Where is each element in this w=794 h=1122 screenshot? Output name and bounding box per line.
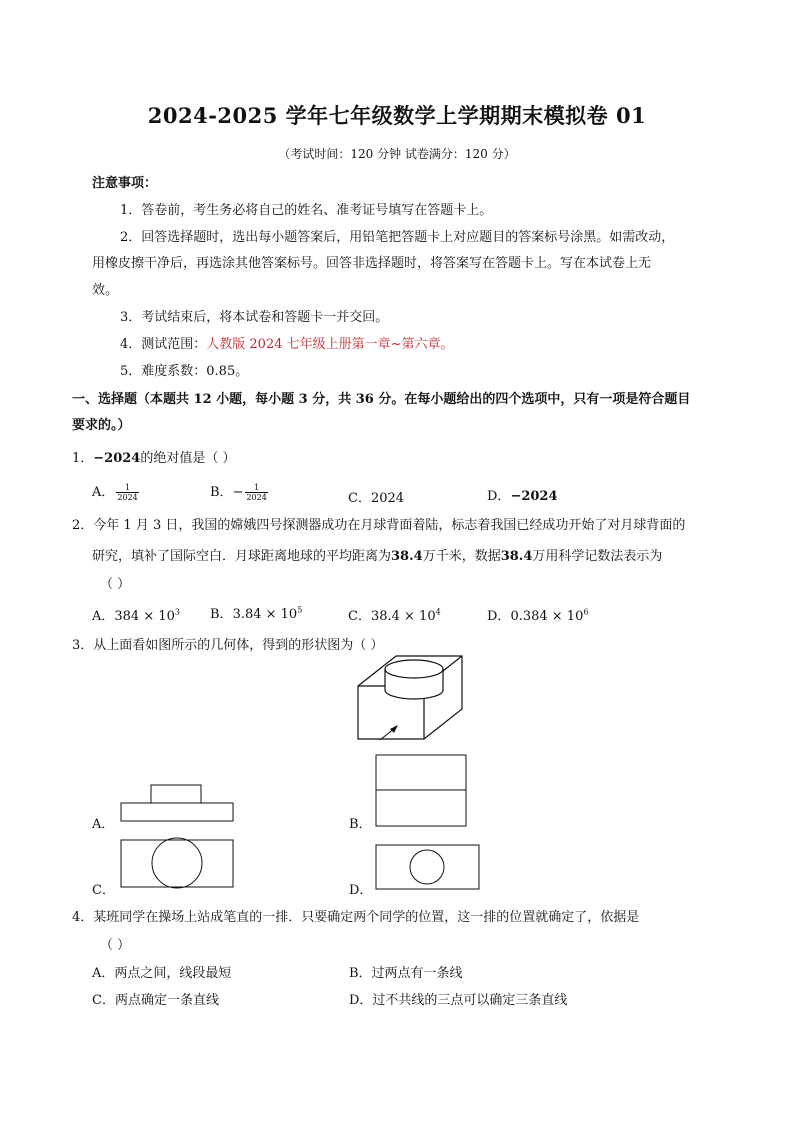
note-2-line-1: 2．回答选择题时，选出每小题答案后，用铅笔把答题卡上对应题目的答案标号涂黑。如需改动， [120, 230, 675, 245]
question-4-option-b[interactable]: B．过两点有一条线 [349, 966, 463, 981]
option-label: A． [92, 485, 115, 500]
option-a-figure [121, 785, 233, 821]
question-3-option-b-label[interactable]: B． [349, 817, 372, 832]
option-value: 2024 [370, 491, 405, 506]
note-4-scope: 人教版 2024 七年级上册第一章~第六章。 [206, 337, 454, 352]
question-1-expression: −2024 [93, 451, 141, 466]
question-4-option-a[interactable]: A．两点之间，线段最短 [92, 966, 232, 981]
option-label: C． [348, 609, 371, 624]
page-title: 2024-2025 学年七年级数学上学期期末模拟卷 01 [147, 103, 647, 128]
fraction-denominator: 2024 [246, 493, 267, 502]
option-base: 0.384 × 10 [510, 609, 584, 624]
distance-value: 38.4 [391, 549, 423, 564]
distance-value: 38.4 [500, 549, 533, 564]
fraction-numerator: 1 [116, 483, 138, 493]
note-4-prefix: 4．测试范围： [120, 337, 207, 352]
option-base: 38.4 × 10 [370, 609, 436, 624]
question-4-line-1: 4．某班同学在操场上站成笔直的一排．只要确定两个同学的位置，这一排的位置就确定了，依据是 [72, 910, 640, 925]
notes-heading: 注意事项： [92, 176, 158, 191]
option-label: A． [92, 609, 115, 624]
question-2-text-b: 万千米，数据 [422, 549, 501, 564]
option-label: D． [487, 489, 511, 504]
note-1: 1．答卷前，考生务必将自己的姓名、准考证号填写在答题卡上。 [120, 203, 493, 218]
option-value: −2024 [510, 489, 558, 504]
option-exponent: 3 [174, 607, 180, 617]
note-2-line-3: 效。 [92, 283, 119, 298]
option-c-figure [121, 838, 233, 888]
option-label: B． [210, 607, 233, 622]
question-1-text: 的绝对值是（ ） [140, 451, 236, 466]
exam-info: （考试时间：120 分钟 试卷满分：120 分） [278, 147, 516, 161]
question-2-line-1: 2．今年 1 月 3 日，我国的嫦娥四号探测器成功在月球背面着陆，标志着我国已经成功开始了对月球背面的 [72, 518, 686, 533]
fraction-numerator: 1 [245, 483, 267, 493]
option-d-figure [376, 845, 479, 889]
minus-sign: − [232, 485, 244, 500]
option-label: C． [348, 491, 371, 506]
note-5: 5．难度系数：0.85。 [120, 364, 249, 379]
option-label: B． [210, 485, 233, 500]
option-b-figure [376, 755, 466, 826]
option-exponent: 4 [435, 607, 441, 617]
question-3-option-a-label[interactable]: A． [92, 817, 115, 832]
solid-figure [358, 656, 462, 740]
option-exponent: 5 [297, 605, 303, 615]
question-4-option-c[interactable]: C．两点确定一条直线 [92, 993, 219, 1008]
question-2-text-c: 万用科学记数法表示为 [532, 549, 663, 564]
option-exponent: 6 [583, 607, 589, 617]
option-label: D． [487, 609, 511, 624]
question-2-answer-parens: （ ） [100, 577, 131, 592]
option-base: 3.84 × 10 [232, 607, 298, 622]
section-1-heading-line-2: 要求的。） [72, 418, 131, 433]
option-base: 384 × 10 [114, 609, 175, 624]
question-3-option-d-label[interactable]: D． [349, 883, 373, 898]
question-4-answer-parens: （ ） [100, 938, 131, 953]
note-3: 3．考试结束后，将本试卷和答题卡一并交回。 [120, 310, 389, 325]
note-2-line-2: 用橡皮擦干净后，再选涂其他答案标号。回答非选择题时，将答案写在答题卡上。写在本试卷上无 [92, 256, 652, 271]
question-4-option-d[interactable]: D．过不共线的三点可以确定三条直线 [349, 993, 568, 1008]
section-1-heading-line-1: 一、选择题（本题共 12 小题，每小题 3 分，共 36 分。在每小题给出的四个选项中，只有一项是符合题目 [72, 392, 691, 407]
fraction-denominator: 2024 [117, 493, 138, 502]
question-3-option-c-label[interactable]: C． [92, 883, 115, 898]
question-2-text-a: 研究，填补了国际空白．月球距离地球的平均距离为 [92, 549, 392, 564]
question-3-stem: 3．从上面看如图所示的几何体，得到的形状图为（ ） [72, 638, 384, 653]
question-1-number: 1． [72, 451, 94, 466]
